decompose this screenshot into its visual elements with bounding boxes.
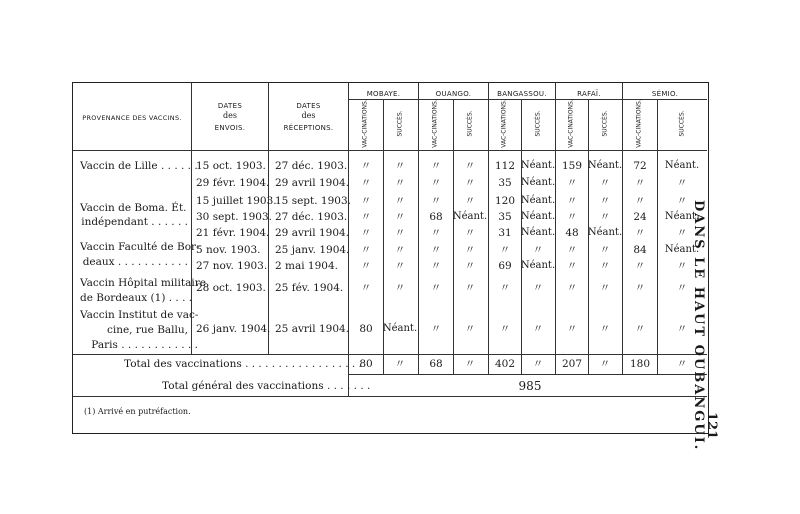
provenance-label: Paris . . . . . . . . . . . . bbox=[91, 339, 198, 351]
table-cell: 〃 bbox=[394, 160, 406, 172]
table-cell: 〃 bbox=[430, 195, 442, 207]
table-cell: 〃 bbox=[360, 244, 372, 256]
total-cell: 〃 bbox=[394, 358, 406, 370]
rule-v-receptions bbox=[348, 83, 349, 396]
header-dates-receptions-1: DATES bbox=[296, 102, 321, 110]
header-dates-envois-1: DATES bbox=[217, 102, 243, 110]
table-cell: 〃 bbox=[599, 323, 611, 335]
header-vac-rafai: VAC-CINATIONS. bbox=[567, 99, 575, 148]
table-cell: 〃 bbox=[499, 282, 511, 294]
table-cell: 〃 bbox=[360, 282, 372, 294]
table-cell: 24 bbox=[633, 211, 647, 223]
provenance-label: Vaccin de Lille . . . . . . bbox=[80, 160, 198, 172]
table-cell: Néant. bbox=[587, 160, 623, 171]
total-cell: 〃 bbox=[532, 358, 544, 370]
table-cell: 〃 bbox=[360, 160, 372, 172]
table-cell: 〃 bbox=[430, 227, 442, 239]
total-cell: 80 bbox=[359, 358, 373, 370]
provenance-label: Vaccin Faculté de Bor- bbox=[80, 241, 200, 253]
table-cell: 〃 bbox=[566, 282, 578, 294]
date-reception: 27 déc. 1903. bbox=[275, 211, 348, 223]
table-cell: 〃 bbox=[566, 195, 578, 207]
table-cell: 80 bbox=[359, 323, 373, 335]
date-reception: 29 avril 1904. bbox=[275, 227, 350, 239]
rule-totals-bottom bbox=[348, 374, 707, 375]
table-cell: 〃 bbox=[499, 323, 511, 335]
table-cell: 〃 bbox=[430, 160, 442, 172]
date-reception: 25 avril 1904. bbox=[275, 323, 350, 335]
table-cell: Néant. bbox=[520, 227, 556, 238]
table-cell: 〃 bbox=[676, 227, 688, 239]
grand-total-label: Total général des vaccinations . . . . . . . bbox=[162, 380, 371, 392]
table-cell: 〃 bbox=[499, 244, 511, 256]
date-reception: 25 janv. 1904. bbox=[275, 244, 350, 256]
header-succes-mobaye: SUCCÈS. bbox=[396, 110, 404, 137]
table-cell: Néant. bbox=[664, 160, 700, 171]
table-cell: 〃 bbox=[394, 177, 406, 189]
table-cell: 48 bbox=[565, 227, 579, 239]
table-cell: 84 bbox=[633, 244, 647, 256]
date-envoi: 21 févr. 1904. bbox=[196, 227, 270, 239]
header-region-bangassou: BANGASSOU. bbox=[497, 90, 547, 98]
date-envoi: 30 sept. 1903. bbox=[196, 211, 272, 223]
table-cell: 72 bbox=[633, 160, 647, 172]
table-cell: Néant. bbox=[520, 160, 556, 171]
table-cell: 69 bbox=[498, 260, 512, 272]
table-cell: Néant. bbox=[452, 211, 488, 222]
date-reception: 2 mai 1904. bbox=[275, 260, 338, 272]
table-cell: 〃 bbox=[676, 195, 688, 207]
date-reception: 15 sept. 1903. bbox=[275, 195, 351, 207]
rule-body-bottom bbox=[73, 354, 707, 355]
date-envoi: 27 nov. 1903. bbox=[196, 260, 268, 272]
totals-label: Total des vaccinations . . . . . . . . . . . . . . . . . . bbox=[124, 358, 362, 370]
table-cell: 〃 bbox=[394, 260, 406, 272]
header-succes-ouango: SUCCÈS. bbox=[466, 110, 474, 137]
total-cell: 〃 bbox=[599, 358, 611, 370]
header-vac-mobaye: VAC-CINATIONS. bbox=[361, 99, 369, 148]
table-cell: 〃 bbox=[634, 323, 646, 335]
header-vac-bangassou: VAC-CINATIONS. bbox=[500, 99, 508, 148]
grand-total-value: 985 bbox=[518, 379, 542, 393]
table-cell: 〃 bbox=[634, 195, 646, 207]
table-cell: 〃 bbox=[464, 177, 476, 189]
table-cell: 〃 bbox=[360, 177, 372, 189]
table-cell: 〃 bbox=[430, 282, 442, 294]
table-cell: 〃 bbox=[430, 260, 442, 272]
table-cell: 〃 bbox=[676, 282, 688, 294]
table-cell: 〃 bbox=[634, 177, 646, 189]
table-cell: 〃 bbox=[464, 195, 476, 207]
table-cell: 31 bbox=[498, 227, 512, 239]
date-reception: 29 avril 1904. bbox=[275, 177, 350, 189]
date-envoi: 5 nov. 1903. bbox=[196, 244, 261, 256]
header-vac-semio: VAC-CINATIONS. bbox=[635, 99, 643, 148]
table-cell: 〃 bbox=[532, 244, 544, 256]
table-cell: 〃 bbox=[634, 260, 646, 272]
date-envoi: 15 oct. 1903. bbox=[196, 160, 266, 172]
table-cell: 〃 bbox=[566, 244, 578, 256]
header-succes-bangassou: SUCCÈS. bbox=[534, 110, 542, 137]
table-cell: 〃 bbox=[566, 323, 578, 335]
table-cell: 〃 bbox=[634, 282, 646, 294]
table-cell: 〃 bbox=[634, 227, 646, 239]
provenance-label: Vaccin de Boma. Ét. bbox=[80, 202, 187, 214]
table-cell: 〃 bbox=[599, 195, 611, 207]
table-cell: Néant. bbox=[587, 227, 623, 238]
total-cell: 68 bbox=[429, 358, 443, 370]
total-cell: 402 bbox=[494, 358, 516, 370]
table-cell: 35 bbox=[498, 177, 512, 189]
table-cell: 〃 bbox=[360, 195, 372, 207]
total-cell: 〃 bbox=[464, 358, 476, 370]
table-cell: 120 bbox=[494, 195, 516, 207]
page-number: 121 bbox=[704, 412, 719, 440]
table-cell: Néant. bbox=[520, 260, 556, 271]
date-envoi: 28 oct. 1903. bbox=[196, 282, 266, 294]
header-provenance: PROVENANCE DES VACCINS. bbox=[82, 114, 182, 122]
table-cell: 〃 bbox=[430, 177, 442, 189]
table-cell: 〃 bbox=[394, 211, 406, 223]
table-cell: 〃 bbox=[360, 227, 372, 239]
provenance-label: deaux . . . . . . . . . . . bbox=[82, 256, 188, 268]
table-cell: 〃 bbox=[394, 244, 406, 256]
table-cell: 〃 bbox=[464, 260, 476, 272]
table-cell: 〃 bbox=[599, 244, 611, 256]
table-cell: 〃 bbox=[430, 244, 442, 256]
date-envoi: 15 juillet 1903. bbox=[196, 195, 277, 207]
running-title: DANS LE HAUT OUBANGUI. bbox=[691, 200, 706, 452]
table-cell: Néant. bbox=[664, 244, 700, 255]
table-cell: 〃 bbox=[394, 282, 406, 294]
table-cell: 112 bbox=[494, 160, 516, 172]
date-reception: 27 déc. 1903. bbox=[275, 160, 348, 172]
header-dates-envois-3: ENVOIS. bbox=[214, 124, 246, 132]
table-cell: 〃 bbox=[464, 244, 476, 256]
provenance-label: Vaccin Hôpital militaire bbox=[80, 277, 206, 289]
header-succes-rafai: SUCCÈS. bbox=[601, 110, 609, 137]
table-cell: 〃 bbox=[566, 177, 578, 189]
table-cell: 〃 bbox=[566, 211, 578, 223]
date-reception: 25 fév. 1904. bbox=[275, 282, 344, 294]
table-cell: 68 bbox=[429, 211, 443, 223]
table-cell: 〃 bbox=[360, 260, 372, 272]
date-envoi: 29 févr. 1904. bbox=[196, 177, 270, 189]
table-cell: 〃 bbox=[599, 260, 611, 272]
table-cell: 〃 bbox=[599, 211, 611, 223]
table-cell: 〃 bbox=[532, 282, 544, 294]
header-dates-receptions-3: RÉCEPTIONS. bbox=[283, 124, 334, 132]
table-cell: 〃 bbox=[566, 260, 578, 272]
table-cell: 〃 bbox=[599, 177, 611, 189]
header-region-rafai: RAFAÏ. bbox=[577, 90, 601, 98]
rule-grand-total-bottom bbox=[73, 396, 707, 397]
table-cell: 〃 bbox=[394, 227, 406, 239]
table-cell: 〃 bbox=[360, 211, 372, 223]
table-cell: Néant. bbox=[382, 323, 418, 334]
total-cell: 207 bbox=[561, 358, 583, 370]
header-region-mobaye: MOBAYE. bbox=[366, 90, 401, 98]
provenance-label: de Bordeaux (1) . . . . bbox=[80, 292, 193, 304]
table-cell: 〃 bbox=[464, 160, 476, 172]
table-cell: 〃 bbox=[532, 323, 544, 335]
header-dates-receptions-2: des bbox=[301, 111, 316, 120]
provenance-label: cine, rue Ballu, bbox=[106, 324, 188, 336]
table-cell: 〃 bbox=[676, 260, 688, 272]
table-cell: Néant. bbox=[520, 177, 556, 188]
table-cell: 〃 bbox=[599, 282, 611, 294]
table-cell: 35 bbox=[498, 211, 512, 223]
total-cell: 〃 bbox=[676, 358, 688, 370]
header-region-semio: SÉMIO. bbox=[651, 90, 679, 98]
provenance-label: Vaccin Institut de vac- bbox=[80, 309, 199, 321]
table-cell: 〃 bbox=[676, 323, 688, 335]
table-cell: 159 bbox=[561, 160, 583, 172]
table-cell: 〃 bbox=[394, 195, 406, 207]
table-cell: 〃 bbox=[464, 282, 476, 294]
table-cell: 〃 bbox=[430, 323, 442, 335]
table-cell: Néant. bbox=[520, 195, 556, 206]
provenance-label: indépendant . . . . . . bbox=[81, 216, 188, 228]
table-cell: 〃 bbox=[464, 323, 476, 335]
header-succes-semio: SUCCÈS. bbox=[678, 110, 686, 137]
total-cell: 180 bbox=[629, 358, 651, 370]
table-cell: Néant. bbox=[664, 211, 700, 222]
header-region-ouango: OUANGO. bbox=[435, 90, 472, 98]
header-dates-envois-2: des bbox=[223, 111, 237, 120]
table-cell: Néant. bbox=[520, 211, 556, 222]
header-vac-ouango: VAC-CINATIONS. bbox=[431, 99, 439, 148]
table-cell: 〃 bbox=[676, 177, 688, 189]
date-envoi: 26 janv. 1904. bbox=[196, 323, 271, 335]
table-cell: 〃 bbox=[464, 227, 476, 239]
footnote: (1) Arrivé en putréfaction. bbox=[84, 407, 191, 416]
rule-header-bottom bbox=[73, 150, 707, 151]
